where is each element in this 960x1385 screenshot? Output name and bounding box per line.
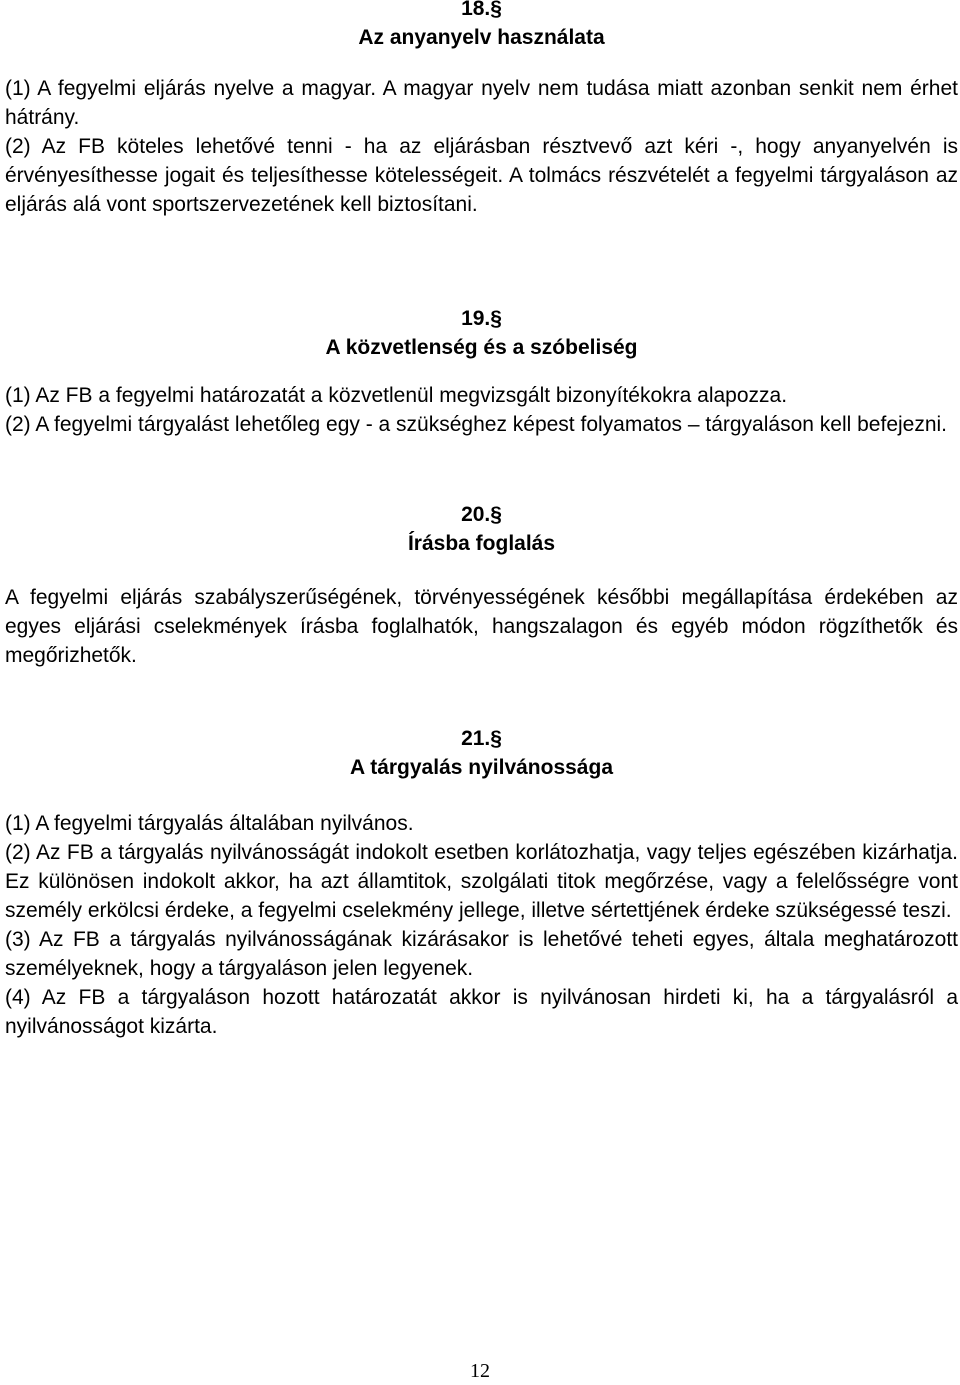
section-21-body (5, 809, 958, 1041)
section-19-body (5, 381, 958, 439)
section-20-heading (5, 500, 958, 558)
section-20-body (5, 583, 958, 670)
section-19-heading (5, 304, 958, 362)
section-title: A tárgyalás nyilvánossága (349, 756, 613, 779)
section-21-heading (5, 724, 958, 782)
paragraph: (1) A fegyelmi tárgyalás általában nyilvános. (5, 812, 414, 835)
section-number: 19.§ (461, 307, 502, 330)
section-18-heading (5, 0, 958, 52)
paragraph: (4) Az FB a tárgyaláson hozott határozatát akkor is nyilvánosan hirdeti ki, ha a tárgyalásról a nyilvánosságot kizárta. (5, 986, 958, 1038)
section-number: 21.§ (461, 727, 502, 750)
paragraph: (1) Az FB a fegyelmi határozatát a közvetlenül megvizsgált bizonyítékokra alapozza. (5, 384, 788, 407)
page-number: 12 (470, 1360, 490, 1382)
paragraph: (3) Az FB a tárgyalás nyilvánosságának kizárásakor is lehetővé teheti egyes, általa meghatározott személyeknek, hogy a tárgyaláson jelen legyenek. (5, 928, 958, 980)
section-number: 18.§ (461, 0, 502, 20)
section-title: A közvetlenség és a szóbeliség (325, 336, 638, 359)
section-number: 20.§ (461, 503, 502, 526)
section-title: Az anyanyelv használata (358, 26, 605, 49)
paragraph: (1) A fegyelmi eljárás nyelve a magyar. A magyar nyelv nem tudása miatt azonban senkit nem érhet hátrány. (5, 77, 958, 129)
paragraph: (2) A fegyelmi tárgyalást lehetőleg egy - a szükséghez képest folyamatos – tárgyaláson kell befejezni. (5, 413, 948, 436)
section-18-body (5, 74, 958, 219)
paragraph: (2) Az FB köteles lehetővé tenni - ha az eljárásban résztvevő azt kéri -, hogy anyanyelvén is érvényesíthesse jogait és teljesíthesse kötelességeit. A tolmács részvételét a fegyelmi tárgyaláson az eljárás alá vont sportszervezetének kell biztosítani. (5, 135, 958, 216)
paragraph: (2) Az FB a tárgyalás nyilvánosságát indokolt esetben korlátozhatja, vagy teljes egészében kizárhatja. Ez különösen indokolt akkor, ha azt államtitok, szolgálati titok megőrzése, vagy a felelősségre vont személy erkölcsi érdeke, a fegyelmi cselekmény jellege, illetve sértettjének érdeke szükségessé teszi. (5, 841, 958, 922)
paragraph: A fegyelmi eljárás szabályszerűségének, törvényességének későbbi megállapítása érdekében az egyes eljárási cselekmények írásba foglalhatók, hangszalagon és egyéb módon rögzíthetők és megőrizhetők. (5, 586, 958, 667)
section-title: Írásba foglalás (407, 532, 556, 555)
